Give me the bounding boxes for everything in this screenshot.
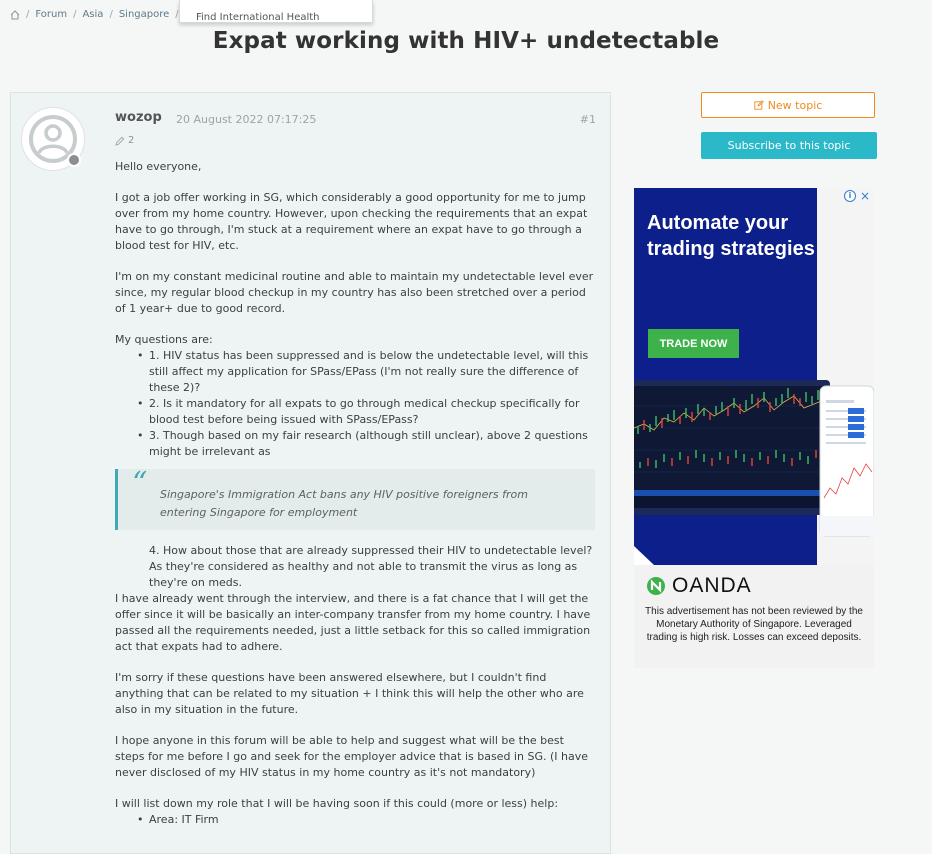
ad-brand: OANDA <box>672 574 752 597</box>
post-paragraph: I hope anyone in this forum will be able to help and suggest what will be the best steps for me before I go and seek for the employer advice that is based in SG. (I have never disclosed of my HIV status in my home country as it's not mandatory) <box>115 734 588 779</box>
info-icon[interactable]: i <box>844 190 856 202</box>
ad-banner[interactable] <box>634 188 874 565</box>
edit-count <box>115 135 134 146</box>
new-topic-label: New topic <box>767 98 823 112</box>
breadcrumb-separator: / <box>26 9 30 20</box>
breadcrumb <box>10 9 181 20</box>
edit-icon <box>754 100 764 110</box>
pencil-icon <box>115 136 125 146</box>
breadcrumb-forum[interactable]: Forum <box>35 9 68 20</box>
post-content <box>115 159 595 828</box>
new-topic-button[interactable] <box>701 92 875 118</box>
breadcrumb-asia[interactable]: Asia <box>82 9 104 20</box>
question-4: 4. How about those that are already suppressed their HIV to undetectable level? As they're considered as healthy and not able to transmit the virus as long as they're on meds. <box>149 544 593 589</box>
questions-list <box>115 348 595 460</box>
breadcrumb-dropdown[interactable] <box>179 0 373 23</box>
post-paragraph: I have already went through the interview, and there is a fat chance that I will get the offer since it will be basically an inter-company transfer from my home country. I have passed all the requirements needed, just a little setback for this so called immigration act that expats had to adhere. <box>115 592 591 653</box>
ad-chart-image <box>634 358 874 565</box>
dropdown-item[interactable]: Find International Health <box>196 12 320 23</box>
forum-post <box>10 92 611 854</box>
subscribe-label: Subscribe to this topic <box>727 139 851 152</box>
list-item: • 2. Is it mandatory for all expats to go through medical checkup specifically for blood test before being issued with SPass/EPass? <box>143 396 595 428</box>
role-list <box>115 812 595 828</box>
advertisement[interactable] <box>634 188 874 668</box>
quote-text: Singapore's Immigration Act bans any HIV positive foreigners from entering Singapore for employment <box>160 488 528 519</box>
breadcrumb-separator: / <box>175 9 179 20</box>
subscribe-button[interactable] <box>701 132 877 159</box>
post-greeting: Hello everyone, <box>115 160 202 173</box>
ad-headline: Automate your trading strategies <box>647 212 815 260</box>
trade-now-button[interactable]: TRADE NOW <box>648 329 739 358</box>
breadcrumb-separator: / <box>109 9 113 20</box>
list-item: • 1. HIV status has been suppressed and is below the undetectable level, will this still affect my application for SPass/EPass (I'm not really sure the difference of these 2)? <box>143 348 595 396</box>
post-paragraph: I got a job offer working in SG, which considerably a good opportunity for me to jump over from my home country. However, upon checking the requirements that an expat have to go through, I'm stuck at a requirement where an expat have to go through a blood test for HIV, etc. <box>115 191 588 252</box>
post-author[interactable]: wozop <box>115 110 162 125</box>
post-paragraph: I'm on my constant medicinal routine and able to maintain my undetectable level ever since, my regular blood checkup in my country has also been stretched over a period of 1 year+ due to good record. <box>115 270 594 315</box>
ad-logo[interactable] <box>646 574 752 598</box>
breadcrumb-singapore[interactable]: Singapore <box>118 9 170 20</box>
ad-disclaimer: This advertisement has not been reviewed by the Monetary Authority of Singapore. Leveraged trading is high risk. Losses can exceed deposits. <box>645 606 863 643</box>
post-paragraph: I'm sorry if these questions have been answered elsewhere, but I couldn't find anything that can be related to my situation + I think this will help the other who are also in my situation in the future. <box>115 671 584 716</box>
list-item: • 3. Though based on my fair research (although still unclear), above 2 questions might be irrelevant as <box>143 428 595 460</box>
post-number[interactable]: #1 <box>579 113 596 126</box>
page-title: Expat working with HIV+ undetectable <box>212 28 720 54</box>
questions-intro: My questions are: <box>115 333 213 346</box>
home-icon[interactable] <box>10 10 20 20</box>
close-icon[interactable]: × <box>859 189 870 203</box>
blockquote <box>115 466 595 530</box>
edit-count-value: 2 <box>128 135 135 146</box>
post-paragraph: I will list down my role that I will be having soon if this could (more or less) help: <box>115 797 559 810</box>
ad-choices[interactable] <box>844 190 870 202</box>
breadcrumb-separator: / <box>73 9 77 20</box>
post-date: 20 August 2022 07:17:25 <box>176 113 317 126</box>
oanda-logo-icon <box>646 576 666 596</box>
quote-icon: “ <box>132 466 148 501</box>
status-indicator <box>67 153 81 167</box>
list-item: • Area: IT Firm <box>143 812 595 828</box>
